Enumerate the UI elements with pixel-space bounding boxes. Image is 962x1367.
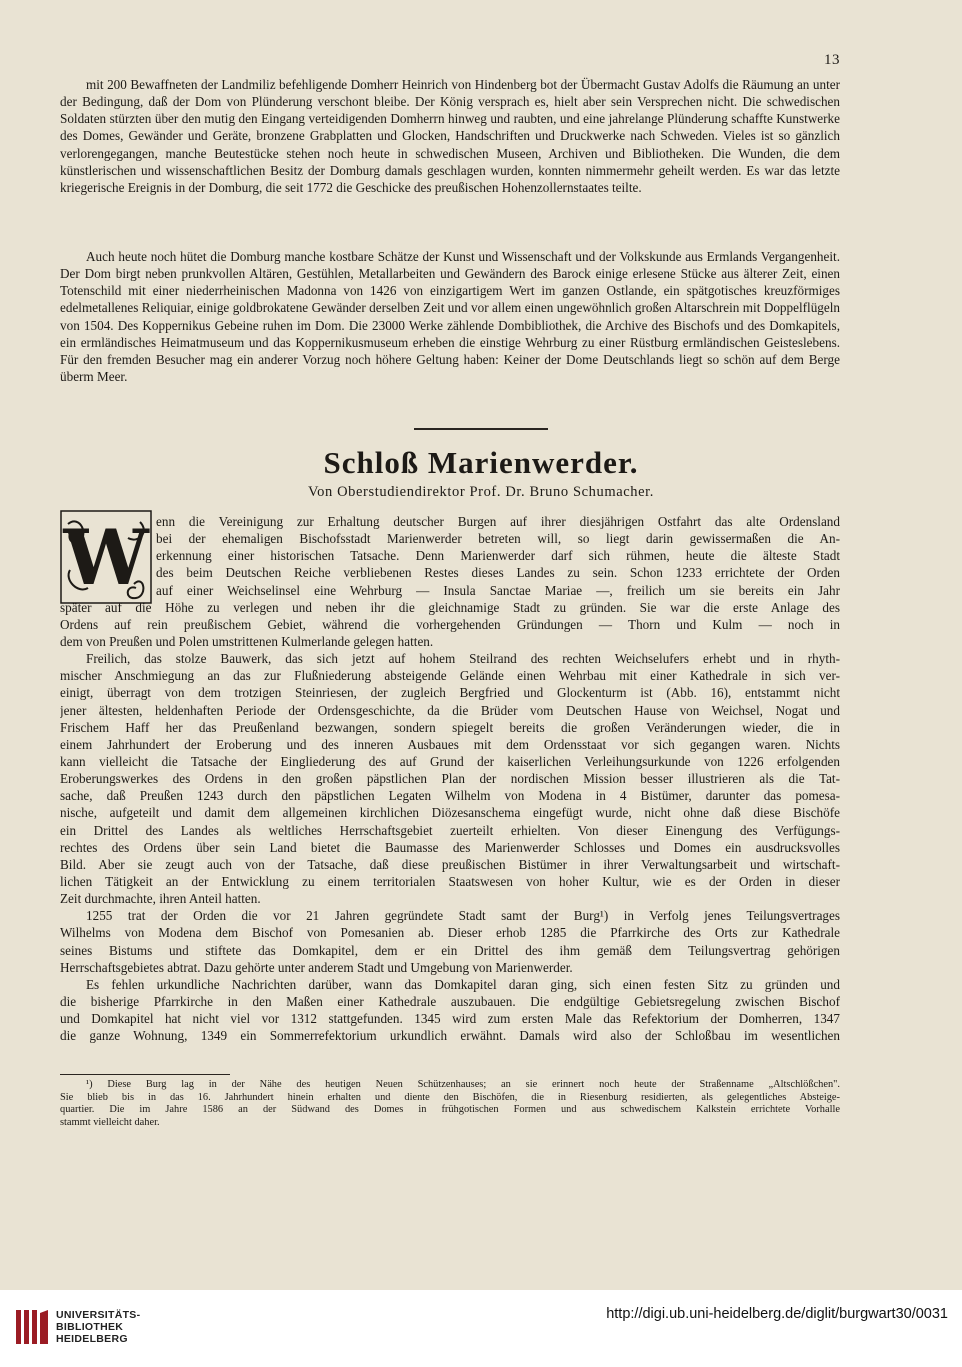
- text-line: Ordens auf rein preußischem Gebiet, während die vorhergehenden Gründungen — Thorn und Kulm — noch in: [60, 616, 840, 632]
- text-line: dem von Preußen und Polen umstrittenen Kulmerlande gelegen hatten.: [60, 633, 434, 649]
- footnote-line: Sie blieb bis in das 16. Jahrhundert hinein erhalten und diente den Bischöfen, die in Riesenburg residierten, als gelegentliches Absteige-: [60, 1091, 840, 1103]
- footnote-line: quartier. Die im Jahre 1586 an der Südwand des Domes in frühgotischen Formen und aus schwedischem Kalkstein errichtete Vorhalle: [60, 1104, 840, 1116]
- text-line: Herrschaftsgebietes abtrat. Dazu gehörte unter anderem Stadt und Umgebung von Marienwerder.: [60, 959, 573, 975]
- paragraph-domburg-treasures: Auch heute noch hütet die Domburg manche kostbare Schätze der Kunst und Wissenschaft und der Volkskunde aus Ermlands Vergangenheit. Der Dom birgt neben prunkvollen Altären, Gestühlen, Metallarbeiten und Gewändern des Barock einige erlesene Stücke aus älterer Zeit, einen Totenschild mit einer niederrheinischen Madonna von 1426 von einzigartigem Wert im ganzen Ostlande, ein spätgotisches kreuzförmiges edelmetallenes Reliquiar, einige goldbrokatene Gewänder derselben Zeit und vor allem einen ungewöhnlich großen Altarschrein mit Doppelflügeln von 1504. Des Koppernikus Gebeine ruhen im Dom. Die 23000 Werke zählende Dombibliothek, die Archive des Bischofs und des Domkapitels, ein ermländisches Heimatmuseum und das Koppernikusmuseum erheben die einstige Wehrburg zu einer Rüstburg ermländischen Geisteslebens. Für den fremden Besucher mag ein anderer Vorzug noch höhere Geltung haben: Keiner der Dome Deutschlands liegt so schön auf dem Berge überm Meer.: [60, 249, 840, 385]
- footnote-line: stammt vielleicht daher.: [60, 1116, 160, 1128]
- text-line: 1255 trat der Orden die vor 21 Jahren gegründete Stadt samt der Burg¹) in Verfolg jenes Teilungsvertrages: [86, 908, 840, 924]
- text-line: des beim Deutschen Reiche verbliebenen Restes dieses Landes zu sein. Schon 1233 errichtete der Orden: [156, 565, 840, 581]
- text-line: später auf die Höhe zu verlegen und neben ihr die gleichnamige Stadt zu gründen. Sie war die erste Anlage des: [60, 599, 840, 615]
- text-line: nische, aufgeteilt und damit dem allgemeinen kirchlichen Diözesanschema eingefügt wurde, nicht ohne daß diese Bischöfe: [60, 805, 840, 821]
- intro-paragraph: [60, 513, 840, 1044]
- text-line: Wilhelms von Modena dem Bischof von Pomesanien ab. Dieser erhob 1285 die Pfarrkirche des Orts zur Kathedrale: [60, 925, 840, 941]
- viewer-footer: [0, 1290, 962, 1367]
- page-number: 13: [824, 52, 840, 68]
- section-divider: [414, 428, 548, 430]
- text-line: Bild. Aber sie zeugt auch von der Tatsache, daß diese preußischen Bistümer in ihrer Verwaltungsarbeit und wirtschaft-: [60, 856, 840, 872]
- university-library-logo-text: [56, 1309, 140, 1345]
- text-line: Zeit durchmachte, ihren Anteil hatten.: [60, 891, 261, 907]
- text-line: jener ältesten, heldenhaften Periode der Ordensgeschichte, da die Brüder vom Deutschen Hause von Weichsel, Nogat und: [60, 702, 840, 718]
- footnote-divider: [60, 1074, 230, 1075]
- footnote: [60, 1079, 840, 1129]
- text-line: einem Jahrhundert der Eroberung und des inneren Ausbaues mit dem Ordensstaat vor sich gegangen waren. Nichts: [60, 736, 840, 752]
- article-byline: Von Oberstudiendirektor Prof. Dr. Bruno Schumacher.: [307, 484, 655, 500]
- text-line: mischer Anschmiegung an das zur Flußniederung absteigende Gelände einen Wehrbau mit einer Kathedrale in sich ver-: [60, 668, 840, 684]
- text-line: kann vielleicht die Tatsache der Eingliederung des auf Grund der kaiserlichen Verleihungsurkunde von 1226 erfolgenden: [60, 753, 840, 769]
- text-line: sache, daß Preußen 1243 durch den päpstlichen Legaten Wilhelm von Modena in 4 Bistümer, darunter das pomesa-: [60, 788, 840, 804]
- dropcap-letter: W: [63, 513, 149, 602]
- text-line: erkennung einer historischen Tatsache. Denn Marienwerder darf sich rühmen, heute die älteste Stadt: [156, 548, 840, 564]
- logo-line: BIBLIOTHEK: [56, 1321, 124, 1333]
- text-line: die ganze Wohnung, 1349 ein Sommerrefektorium urkundlich erwähnt. Damals wird also der Schloßbau im wesentlichen: [60, 1028, 840, 1044]
- text-line: rechtes des Ordens über sein Land bietet die Baumasse des Marienwerder Schlosses und Domes ein ausdrucksvolles: [60, 839, 840, 855]
- permalink-url[interactable]: http://digi.ub.uni-heidelberg.de/diglit/burgwart30/0031: [606, 1306, 948, 1322]
- text-line: ein Drittel des Landes als weltliches Herrschaftsgebiet zuerteilt erhielten. Von dieser Einengung des Verfügungs-: [60, 822, 840, 838]
- logo-line: HEIDELBERG: [56, 1333, 128, 1345]
- paragraph-domburg-history: mit 200 Bewaffneten der Landmiliz befehligende Domherr Heinrich von Hindenberg bot der Übermacht Gustav Adolfs die Räumung an unter der Bedingung, daß der Dom von Plünderung verschont bleibe. Der König versprach es, hielt aber sein Versprechen nicht. Die schwedischen Soldaten stürzten über den mutig den Eingang verteidigenden Domherrn hinweg und raubten, und eine jahrelange Plünderung schaffte Kunstwerke des Domes, Gewänder und Geräte, bronzene Grabplatten und Glocken, Handschriften und Druckwerke nach Schweden. Vieles ist so gänzlich verlorengegangen, manche Beutestücke stehen noch heute in schwedischen Museen, Archiven und Bibliotheken. Die Wunden, die dem künstlerischen und wissenschaftlichen Besitz der Domburg damals geschlagen wurden, konnten nimmermehr geheilt werden. Es war das letzte kriegerische Ereignis in der Domburg, die seit 1772 die Geschicke des preußischen Hohenzollernstaates teilte.: [60, 77, 840, 195]
- text-line: Frischem Haff her das Preußenland bezwangen, sondern spiegelt bereits die großen Veränderungen wieder, die in: [60, 719, 840, 735]
- text-line: einigt, überragt von dem trotzigen Steinriesen, der zugleich Bergfried und Glockenturm ist (Abb. 16), entstammt nicht: [60, 685, 840, 701]
- university-library-logo-icon: [14, 1307, 50, 1347]
- text-line: auf einer Weichselinsel eine Wehrburg — Insula Sanctae Mariae —, freilich um sie bereits ein Jahr: [156, 582, 840, 598]
- text-line: Es fehlen urkundliche Nachrichten darüber, wann das Domkapitel daran ging, sich einen festen Sitz zu gründen und: [86, 976, 840, 992]
- text-line: lichen Tätigkeit an der Entwicklung zu einem territorialen Staatswesen von hoher Kultur, wie es der Orden in dieser: [60, 873, 840, 889]
- text-line: und Domkapitel hat nicht viel vor 1312 stattgefunden. 1345 wird zum ersten Male das Refektorium der Domherren, 1347: [60, 1011, 840, 1027]
- text-line: bei der ehemaligen Bischofsstadt Marienwerder betreten will, so liegt darin gewissermaßen die An-: [156, 531, 840, 547]
- text-line: Eroberungswerkes des Ordens in den großen päpstlichen Plan der nordischen Mission besser illustrieren als die Tat-: [60, 771, 840, 787]
- article-title: Schloß Marienwerder.: [323, 445, 639, 480]
- text-line: seines Bistums und stiftete das Domkapitel, dem er ein Drittel des ihm gemäß dem Teilungsvertrag gehörigen: [60, 942, 840, 958]
- logo-line: UNIVERSITÄTS-: [56, 1309, 141, 1321]
- text-line: enn die Vereinigung zur Erhaltung deutscher Burgen auf ihrer diesjährigen Ostfahrt das alte Ordensland: [156, 514, 840, 529]
- text-line: die bisherige Pfarrkirche in den Maßen einer Kathedrale auszubauen. Die endgültige Gebietsregelung zwischen Bischof: [60, 993, 840, 1009]
- text-line: Freilich, das stolze Bauwerk, das sich jetzt auf hohem Steilrand des rechten Weichselufers erhebt und in rhyth-: [86, 651, 840, 667]
- footnote-line: ¹) Diese Burg lag in der Nähe des heutigen Neuen Schützenhauses; an sie erinnert noch heute der Straßenname „Altschlößchen".: [86, 1079, 840, 1090]
